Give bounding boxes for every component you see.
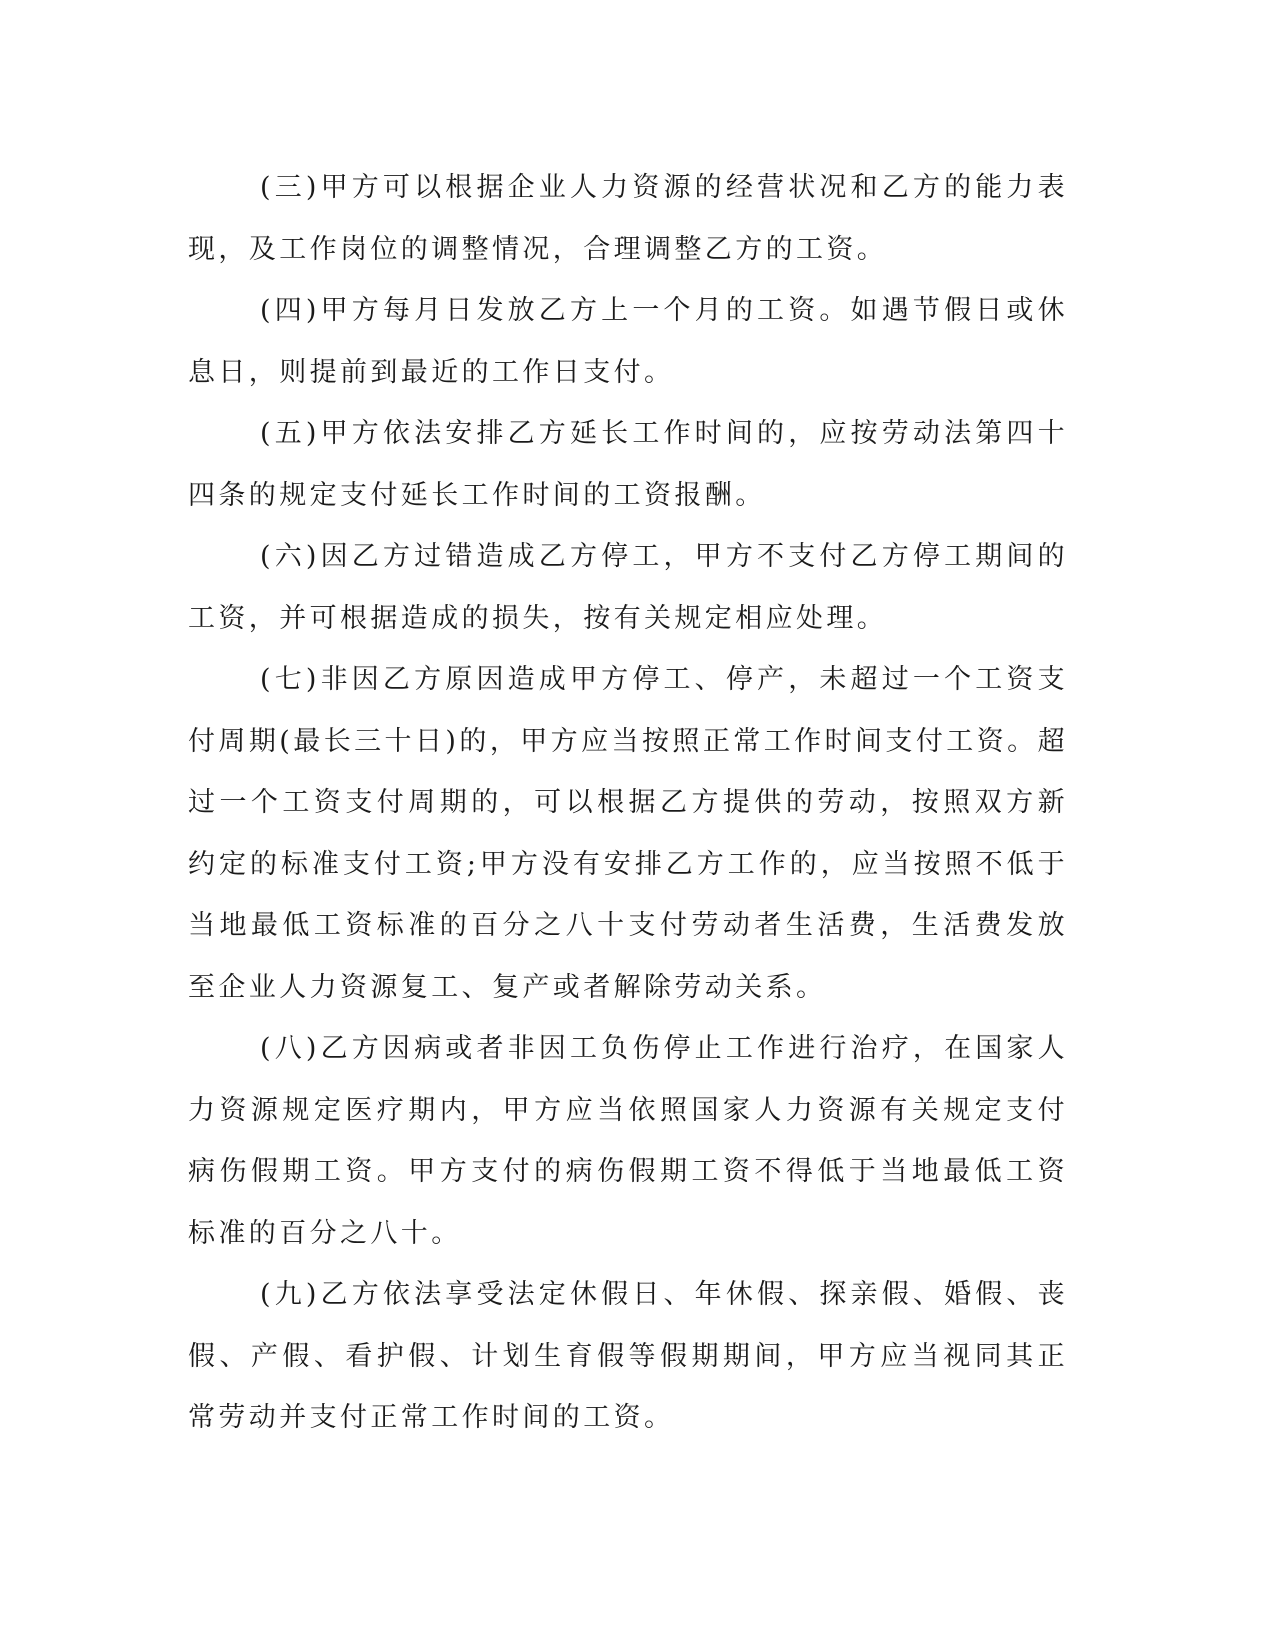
clause-paragraph-3: (三)甲方可以根据企业人力资源的经营状况和乙方的能力表现，及工作岗位的调整情况，合理调整乙方的工资。 <box>188 172 1068 265</box>
clause-paragraph-9: (九)乙方依法享受法定休假日、年休假、探亲假、婚假、丧假、产假、看护假、计划生育假等假期期间，甲方应当视同其正常劳动并支付正常工作时间的工资。 <box>188 1279 1068 1433</box>
clause-paragraph-7: (七)非因乙方原因造成甲方停工、停产，未超过一个工资支付周期(最长三十日)的，甲方应当按照正常工作时间支付工资。超过一个工资支付周期的，可以根据乙方提供的劳动，按照双方新约定的标准支付工资;甲方没有安排乙方工作的，应当按照不低于当地最低工资标准的百分之八十支付劳动者生活费，生活费发放至企业人力资源复工、复产或者解除劳动关系。 <box>188 664 1068 1003</box>
clause-paragraph-5: (五)甲方依法安排乙方延长工作时间的，应按劳动法第四十四条的规定支付延长工作时间的工资报酬。 <box>188 418 1068 511</box>
document-body <box>188 157 1068 1449</box>
clause-paragraph-6: (六)因乙方过错造成乙方停工，甲方不支付乙方停工期间的工资，并可根据造成的损失，按有关规定相应处理。 <box>188 541 1068 634</box>
clause-paragraph-8: (八)乙方因病或者非因工负伤停止工作进行治疗，在国家人力资源规定医疗期内，甲方应当依照国家人力资源有关规定支付病伤假期工资。甲方支付的病伤假期工资不得低于当地最低工资标准的百分之八十。 <box>188 1033 1068 1249</box>
clause-paragraph-4: (四)甲方每月日发放乙方上一个月的工资。如遇节假日或休息日，则提前到最近的工作日支付。 <box>188 295 1068 388</box>
